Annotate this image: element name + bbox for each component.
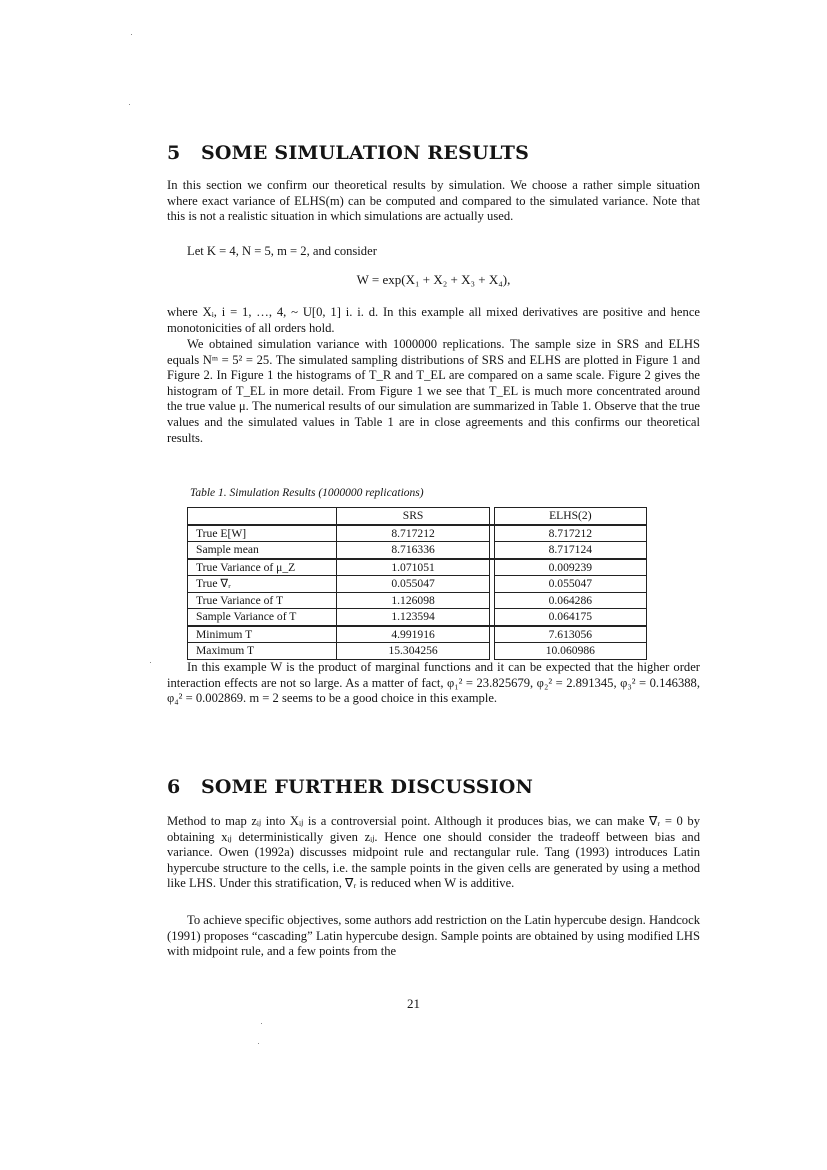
- row-label: Sample mean: [188, 542, 337, 559]
- row-label: Minimum T: [188, 626, 337, 643]
- elhs-value: 0.009239: [494, 559, 646, 576]
- table-row: [188, 559, 647, 576]
- srs-value: 1.071051: [337, 559, 489, 576]
- elhs-value: 7.613056: [494, 626, 646, 643]
- section-5-paragraph-3: where Xᵢ, i = 1, …, 4, ~ U[0, 1] i. i. d. In this example all mixed derivatives are positive and hence monotonicities of all orders hold.: [167, 305, 700, 335]
- table-row: [188, 626, 647, 643]
- equation-w: W = exp(X₁ + X₂ + X₃ + X₄),: [356, 272, 511, 287]
- elhs-value: 8.717124: [494, 542, 646, 559]
- row-label: True Variance of μ_Z: [188, 559, 337, 576]
- page-number: 21: [407, 996, 420, 1011]
- scan-speck: [150, 662, 151, 663]
- table-row: [188, 525, 647, 542]
- section-5-paragraph-1: In this section we confirm our theoretical results by simulation. We choose a rather simple situation where exact variance of ELHS(m) can be computed and compared to the simulated variance. Note that this is not a realistic situation in which simulations are actually used.: [167, 178, 700, 224]
- elhs-value: 0.064175: [494, 609, 646, 626]
- scan-speck: [261, 1023, 262, 1024]
- elhs-value: 10.060986: [494, 643, 646, 660]
- table-header-elhs: ELHS(2): [494, 508, 646, 525]
- elhs-value: 8.717212: [494, 525, 646, 542]
- srs-value: 8.716336: [337, 542, 489, 559]
- srs-value: 0.055047: [337, 576, 489, 593]
- srs-value: 8.717212: [337, 525, 489, 542]
- table-header-blank: [188, 508, 337, 525]
- table-row: [188, 592, 647, 609]
- elhs-value: 0.064286: [494, 592, 646, 609]
- section-6-paragraph-2: To achieve specific objectives, some authors add restriction on the Latin hypercube design. Handcock (1991) proposes “cascading” Latin hypercube design. Sample points are obtained by using modified LHS with midpoint rule, and a few points from the: [167, 913, 700, 959]
- table-row: [188, 542, 647, 559]
- section-6-paragraph-1: Method to map zᵢⱼ into Xᵢⱼ is a controversial point. Although it produces bias, we can make ∇ᵣ = 0 by obtaining xᵢⱼ deterministically given zᵢⱼ. Hence one should consider the tradeoff between bias and variance. Owen (1992a) discusses midpoint rule and rectangular rule. Tang (1993) introduces Latin hypercube structure to the cells, i.e. the sample points in the given cells are generated by using a method like LHS. Under this stratification, ∇ᵣ is reduced when W is additive.: [167, 814, 700, 891]
- table-header-srs: SRS: [337, 508, 489, 525]
- section-6-number: 6: [167, 776, 181, 798]
- scan-speck: [129, 104, 130, 105]
- row-label: True Variance of T: [188, 592, 337, 609]
- section-6-heading: [167, 776, 533, 798]
- row-label: Maximum T: [188, 643, 337, 660]
- scan-speck: [258, 1043, 259, 1044]
- section-6-title: SOME FURTHER DISCUSSION: [201, 776, 534, 798]
- elhs-value: 0.055047: [494, 576, 646, 593]
- table-row: [188, 609, 647, 626]
- section-5-number: 5: [167, 142, 181, 164]
- section-5-paragraph-2: Let K = 4, N = 5, m = 2, and consider: [187, 244, 377, 258]
- table-1-caption: Table 1. Simulation Results (1000000 replications): [190, 487, 424, 499]
- row-label: Sample Variance of T: [188, 609, 337, 626]
- srs-value: 1.126098: [337, 592, 489, 609]
- scan-speck: [131, 34, 132, 35]
- section-5-paragraph-5: In this example W is the product of marginal functions and it can be expected that the higher order interaction effects are not so large. As a matter of fact, φ₁² = 23.825679, φ₂² = 2.891345, φ₃² = 0.146388, φ₄² = 0.002869. m = 2 seems to be a good choice in this example.: [167, 660, 700, 706]
- row-label: True ∇ᵣ: [188, 576, 337, 593]
- section-5-paragraph-4: We obtained simulation variance with 1000000 replications. The sample size in SRS and ELHS equals Nᵐ = 5² = 25. The simulated sampling distributions of SRS and ELHS are plotted in Figure 1 and Figure 2. In Figure 1 the histograms of T_R and T_EL are compared on a same scale. Figure 2 gives the histogram of T_EL in more detail. From Figure 1 we see that T_EL is much more concentrated around the true value μ. The numerical results of our simulation are summarized in Table 1. Observe that the true values and the simulated values in Table 1 are in close agreements and this confirms our theoretical results.: [167, 337, 700, 445]
- section-5-heading: [167, 142, 529, 164]
- table-header-row: [188, 508, 647, 525]
- row-label: True E[W]: [188, 525, 337, 542]
- section-5-title: SOME SIMULATION RESULTS: [201, 142, 530, 164]
- srs-value: 15.304256: [337, 643, 489, 660]
- srs-value: 4.991916: [337, 626, 489, 643]
- table-row: [188, 643, 647, 660]
- table-row: [188, 576, 647, 593]
- srs-value: 1.123594: [337, 609, 489, 626]
- simulation-results-table: [187, 507, 647, 660]
